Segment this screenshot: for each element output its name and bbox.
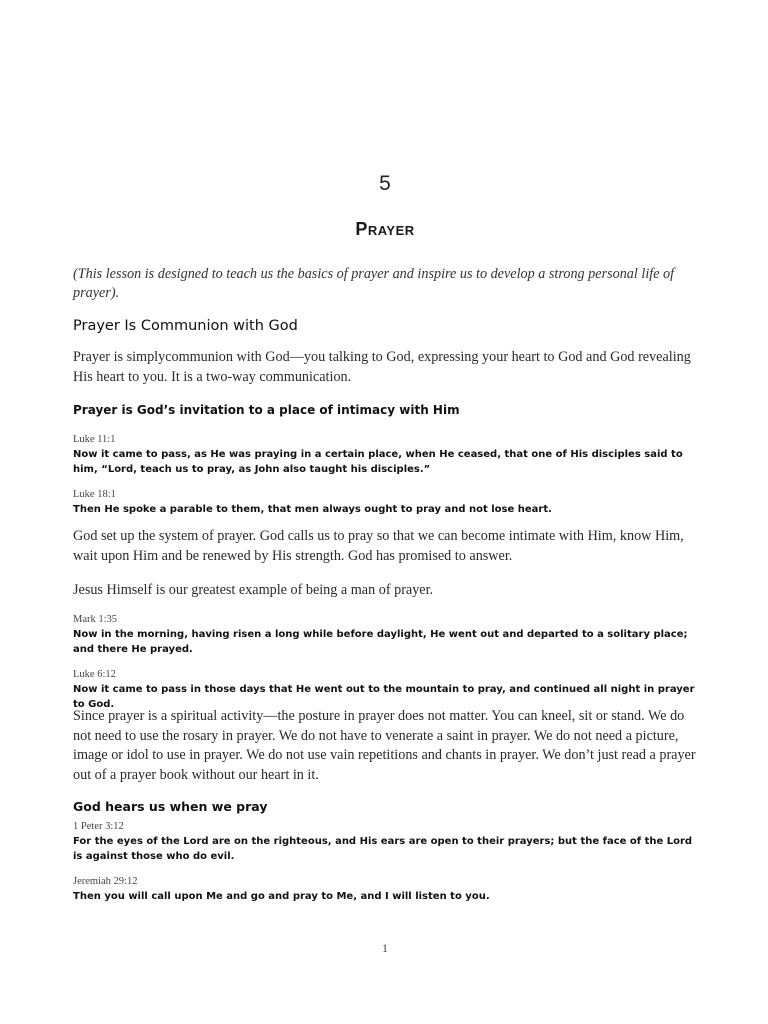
paragraph-jesus-example: Jesus Himself is our greatest example of being a man of prayer. — [73, 582, 434, 598]
verse-reference: Luke 6:12 — [73, 669, 116, 680]
verse-text: Then you will call upon Me and go and pray to Me, and I will listen to you. — [73, 891, 490, 902]
verse-text: Then He spoke a parable to them, that men always ought to pray and not lose heart. — [73, 504, 552, 515]
paragraph-system-of-prayer: God set up the system of prayer. God calls us to pray so that we can become intimate with Him, know Him, wait upon Him and be renewed by His strength. God has promised to answer. — [73, 528, 684, 564]
verse-reference: 1 Peter 3:12 — [73, 821, 124, 832]
page-number: 1 — [382, 941, 388, 955]
verse-reference: Luke 18:1 — [73, 489, 116, 500]
document-page — [73, 0, 697, 1024]
section-heading-communion: Prayer Is Communion with God — [73, 318, 298, 334]
section-heading-invitation: Prayer is God’s invitation to a place of intimacy with Him — [73, 403, 460, 417]
chapter-number: 5 — [379, 172, 391, 195]
verse-reference: Luke 11:1 — [73, 434, 116, 445]
chapter-title: Prayer — [355, 219, 415, 239]
intro-text: (This lesson is designed to teach us the basics of prayer and inspire us to develop a strong personal life of prayer). — [73, 266, 675, 301]
verse-reference: Mark 1:35 — [73, 614, 118, 625]
verse-text: For the eyes of the Lord are on the righteous, and His ears are open to their prayers; but the face of the Lord is against those who do evil. — [73, 836, 693, 862]
verse-text: Now it came to pass, as He was praying in a certain place, when He ceased, that one of His disciples said to him, “Lord, teach us to pray, as John also taught his disciples.” — [73, 449, 683, 475]
section-heading-god-hears: God hears us when we pray — [73, 799, 268, 814]
paragraph-communion: Prayer is simplycommunion with God—you talking to God, expressing your heart to God and God revealing His heart to you. It is a two-way communication. — [73, 349, 691, 385]
paragraph-posture: Since prayer is a spiritual activity—the posture in prayer does not matter. You can kneel, sit or stand. We do not need to use the rosary in prayer. We do not have to venerate a saint in prayer. We do not need a picture, image or idol to use in prayer. We do not use vain repetitions and chants in prayer. We don’t just read a prayer out of a prayer book without our heart in it. — [73, 708, 696, 783]
verse-text: Now it came to pass in those days that He went out to the mountain to pray, and continued all night in prayer to God. — [73, 684, 695, 710]
verse-reference: Jeremiah 29:12 — [73, 876, 138, 887]
verse-text: Now in the morning, having risen a long while before daylight, He went out and departed to a solitary place; and there He prayed. — [73, 629, 688, 655]
